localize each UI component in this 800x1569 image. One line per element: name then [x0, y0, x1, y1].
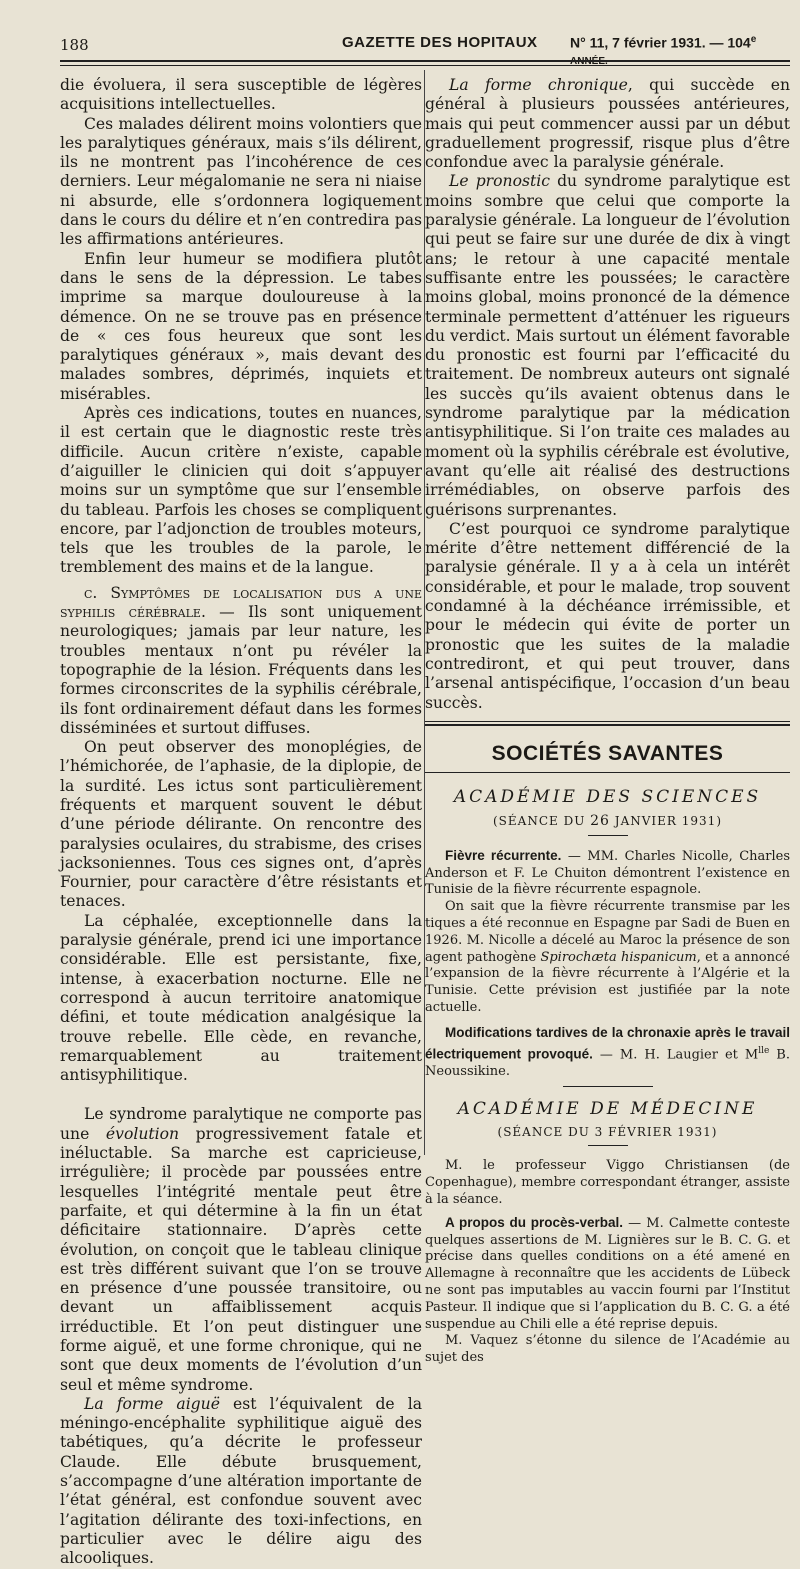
communication-fievre: Fièvre récurrente. — MM. Charles Nicolle, Charles Anderson et F. Le Chuiton démontrent l’existence en Tunisie de la fièvre récurrente espagnole. — [425, 847, 791, 898]
communication-text: On sait que la fièvre récurrente transmise par les tiques a été reconnue en Espagne par Sadi de Buen en 1926. M. Nicolle a décelé au Maroc la présence de son agent pathogène Spirochæta hispanicum, et a annoncé l’expansion de la fièvre récurrente à l’Algérie et la Tunisie. Cette prévision est justifiée par la note actuelle. — [425, 899, 790, 1015]
section-title: SOCIÉTÉS SAVANTES — [491, 741, 724, 765]
right-column — [425, 76, 790, 1367]
issue-info: N° 11, 7 février 1931. — 104e ANNÉE. — [570, 34, 757, 67]
section-rule — [425, 721, 790, 722]
paragraph: On peut observer des monoplégies, de l’hémichorée, de l’aphasie, de la diplopie, de la surdité. Les ictus sont particulièrement fréquents et marquent souvent le début d’une période délirante. On rencontre des paralysies oculaires, du strabisme, des crises jacksoniennes. Tous ces signes ont, d’après Fournier, pour caractère d’être résistants et tenaces. — [60, 738, 422, 911]
communication-chronaxie: Modifications tardives de la chronaxie après le travail électriquement provoqué. — M. H. Laugier et $M^{lle}$ B. Neoussikine. — [425, 1024, 790, 1079]
paragraph: La céphalée, exceptionnelle dans la paralysie générale, prend ici une importance considérable. Elle est persistante, fixe, intense, à exacerbation nocturne. Elle ne correspond à aucun territoire anatomique défini, et toute médication analgésique la trouve rebelle. Elle cède, en revanche, remarquablement au traitement antisyphilitique. — [60, 911, 422, 1085]
paragraph: C’est pourquoi ce syndrome paralytique mérite d’être nettement différencié de la paralysie générale. Il y a à cela un intérêt considérable, et pour le malade, trop souvent condamné à la déchéance irrémissible, et pour le médecin qui évite de porter un pronostic que les suites de la maladie contrediront, et qui peut trouver, dans l’arsenal antispécifique, l’occasion d’un beau succès. — [425, 519, 790, 712]
paragraph-evolution: Le syndrome paralytique ne comporte pas une évolution progressivement fatale et inéluctable. Sa marche est capricieuse, irrégulière; il procède par poussées entre lesquelles l’intégrité mentale peut être parfaite, et qui détermine à la fin un état déficitaire stationnaire. D’après cette évolution, on conçoit que le tableau clinique est très différent suivant que l’on se trouve en présence d’une poussée transitoire, ou devant un affaiblissement acquis irréductible. Et l’on peut distinguer une forme aiguë, et une forme chronique, qui ne sont que deux moments de l’évolution d’un seul et même syndrome. — [60, 1105, 422, 1394]
paragraph: die évoluera, il sera susceptible de légères acquisitions intellectuelles. — [60, 76, 422, 114]
divider — [588, 835, 628, 836]
section-rule-thick — [425, 724, 790, 726]
header-rule — [60, 60, 790, 62]
seance-date: (SÉANCE DU 3 FÉVRIER 1931) — [497, 1125, 718, 1140]
page-header — [60, 32, 790, 67]
divider — [563, 1086, 653, 1087]
journal-title: GAZETTE DES HOPITAUX — [342, 34, 538, 51]
section-title-rule — [425, 772, 790, 773]
academie-sciences-heading: ACADÉMIE DES SCIENCES — [453, 786, 762, 807]
paragraph-pronostic: Le pronostic du syndrome paralytique est moins sombre que celui que comporte la paralysie générale. La longueur de l’évolution qui peut se faire sur une durée de dix à vingt ans; le retour à une capacité mentale suffisante entre les poussées; le caractère moins global, moins prononcé de la démence terminale permettent d’atténuer les rigueurs du verdict. Mais surtout un élément favorable du pronostic est fourni par l’efficacité du traitement. De nombreux auteurs ont signalé les succès qu’ils avaient obtenus dans le syndrome paralytique par la médication antisyphilitique. Si l’on traite ces malades au moment où la syphilis cérébrale est évolutive, avant qu’elle ait réalisé des destructions irrémédiables, on observe parfois des guérisons surprenantes. — [425, 172, 790, 519]
academie-medecine-heading: ACADÉMIE DE MÉDECINE — [457, 1099, 758, 1120]
paragraph-forme-aigue: La forme aiguë est l’équivalent de la méningo-encéphalite syphilitique aiguë des tabétiques, qu’a décrite le professeur Claude. Elle débute brusquement, s’accompagne d’une altération importante de l’état général, est confondue souvent avec l’agitation délirante des toxi-infections, en particulier avec le délire aigu des alcooliques. — [60, 1394, 423, 1568]
communication-text: M. Vaquez s’étonne du silence de l’Académie au sujet des — [425, 1333, 790, 1366]
paragraph: Ces malades délirent moins volontiers que les paralytiques généraux, mais s’ils délirent, ils ne montrent pas l’incohérence de ces derniers. Leur mégalomanie ne sera ni niaise ni absurde, elle s’ordonnera logiquement dans le cours du délire et n’en contredira pas les affirmations antérieures. — [60, 114, 422, 249]
paragraph-localisation: c. Symptômes de localisation dus a une syphilis cérébrale. — Ils sont uniquement neurologiques; jamais par leur nature, les troubles mentaux n’ont pu révéler la topographie de la lésion. Fréquents dans les formes circonscrites de la syphilis cérébrale, ils font ordinairement défaut dans les formes disséminées et surtout diffuses. — [60, 583, 422, 737]
left-column — [60, 76, 422, 1569]
communication-text: M. le professeur Viggo Christiansen (de Copenhague), membre correspondant étranger, assiste à la séance. — [425, 1158, 790, 1208]
page-number: 188 — [60, 36, 89, 54]
header-rule-thin — [60, 65, 790, 66]
communication-proces-verbal: A propos du procès-verbal. — M. Calmette conteste quelques assertions de M. Lignières sur le B. C. G. et précise dans quelles conditions on a été amené en Allemagne à reconnaître que les accidents de Lübeck ne sont pas imputables au vaccin fourni par l’Institut Pasteur. Il indique que si l’application du B. C. G. a été suspendue au Chili elle a été reprise depuis. — [425, 1214, 790, 1332]
divider — [588, 1145, 628, 1146]
seance-date: (SÉANCE DU 26 JANVIER 1931) — [493, 812, 722, 829]
paragraph-forme-chronique: La forme chronique, qui succède en général à plusieurs poussées antérieures, mais qui peut commencer aussi par un début graduellement progressif, risque plus d’être confondue avec la paralysie générale. — [425, 76, 791, 172]
paragraph: Après ces indications, toutes en nuances, il est certain que le diagnostic reste très difficile. Aucun critère n’existe, capable d’aiguiller le clinicien qui doit s’appuyer moins sur un symptôme que sur l’ensemble du tableau. Parfois les choses se compliquent encore, par l’adjonction de troubles moteurs, tels que les troubles de la parole, le tremblement des mains et de la langue. — [60, 404, 422, 577]
paragraph: Enfin leur humeur se modifiera plutôt dans le sens de la dépression. Le tabes imprime sa marque douloureuse à la démence. On ne se trouve pas en présence de « ces fous heureux que sont les paralytiques généraux », mais devant des malades sombres, déprimés, inquiets et misérables. — [60, 249, 422, 403]
subsection-heading: c. Symptômes de localisation dus a une syphilis cérébrale. — [60, 583, 422, 622]
